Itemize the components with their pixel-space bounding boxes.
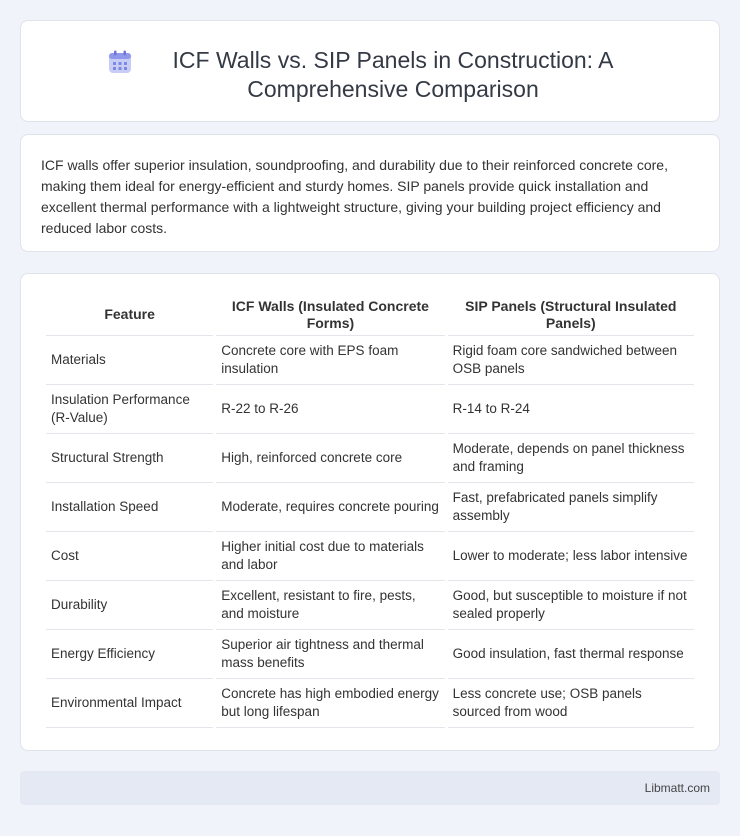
table-row [46, 434, 694, 483]
title-row [21, 21, 719, 104]
cell-icf: R-22 to R-26 [216, 385, 444, 434]
cell-sip: Moderate, depends on panel thickness and framing [448, 434, 694, 483]
table-row [46, 336, 694, 385]
cell-icf: Higher initial cost due to materials and labor [216, 532, 444, 581]
cell-sip: R-14 to R-24 [448, 385, 694, 434]
cell-feature: Insulation Performance (R-Value) [46, 385, 213, 434]
cell-feature: Durability [46, 581, 213, 630]
cell-icf: Concrete core with EPS foam insulation [216, 336, 444, 385]
header-card [20, 20, 720, 122]
cell-icf: Concrete has high embodied energy but long lifespan [216, 679, 444, 728]
cell-icf: Superior air tightness and thermal mass benefits [216, 630, 444, 679]
summary-card [20, 134, 720, 252]
cell-feature: Materials [46, 336, 213, 385]
cell-feature: Installation Speed [46, 483, 213, 532]
table-row [46, 385, 694, 434]
cell-icf: Excellent, resistant to fire, pests, and moisture [216, 581, 444, 630]
cell-icf: Moderate, requires concrete pouring [216, 483, 444, 532]
header-icf: ICF Walls (Insulated Concrete Forms) [216, 294, 444, 336]
footer-bar [20, 771, 720, 805]
table-row [46, 630, 694, 679]
header-feature: Feature [46, 294, 213, 336]
cell-sip: Rigid foam core sandwiched between OSB panels [448, 336, 694, 385]
cell-feature: Cost [46, 532, 213, 581]
page-title: ICF Walls vs. SIP Panels in Construction: A Comprehensive Comparison [172, 47, 614, 102]
table-row [46, 679, 694, 728]
calendar-icon [107, 49, 133, 75]
table-row [46, 581, 694, 630]
cell-sip: Fast, prefabricated panels simplify assembly [448, 483, 694, 532]
cell-sip: Good insulation, fast thermal response [448, 630, 694, 679]
header-sip: SIP Panels (Structural Insulated Panels) [448, 294, 694, 336]
comparison-table-card [20, 273, 720, 751]
footer-brand-link[interactable]: Libmatt.com [644, 781, 710, 795]
table-row [46, 532, 694, 581]
cell-sip: Less concrete use; OSB panels sourced from wood [448, 679, 694, 728]
cell-feature: Structural Strength [46, 434, 213, 483]
comparison-table [43, 294, 697, 728]
cell-sip: Lower to moderate; less labor intensive [448, 532, 694, 581]
table-row [46, 483, 694, 532]
cell-feature: Environmental Impact [46, 679, 213, 728]
cell-sip: Good, but susceptible to moisture if not sealed properly [448, 581, 694, 630]
summary-text: ICF walls offer superior insulation, soundproofing, and durability due to their reinforced concrete core, making them ideal for energy-efficient and sturdy homes. SIP panels provide quick installation and excellent thermal performance with a lightweight structure, giving your building project efficiency and reduced labor costs. [41, 157, 668, 236]
table-header-row [46, 294, 694, 336]
cell-feature: Energy Efficiency [46, 630, 213, 679]
cell-icf: High, reinforced concrete core [216, 434, 444, 483]
